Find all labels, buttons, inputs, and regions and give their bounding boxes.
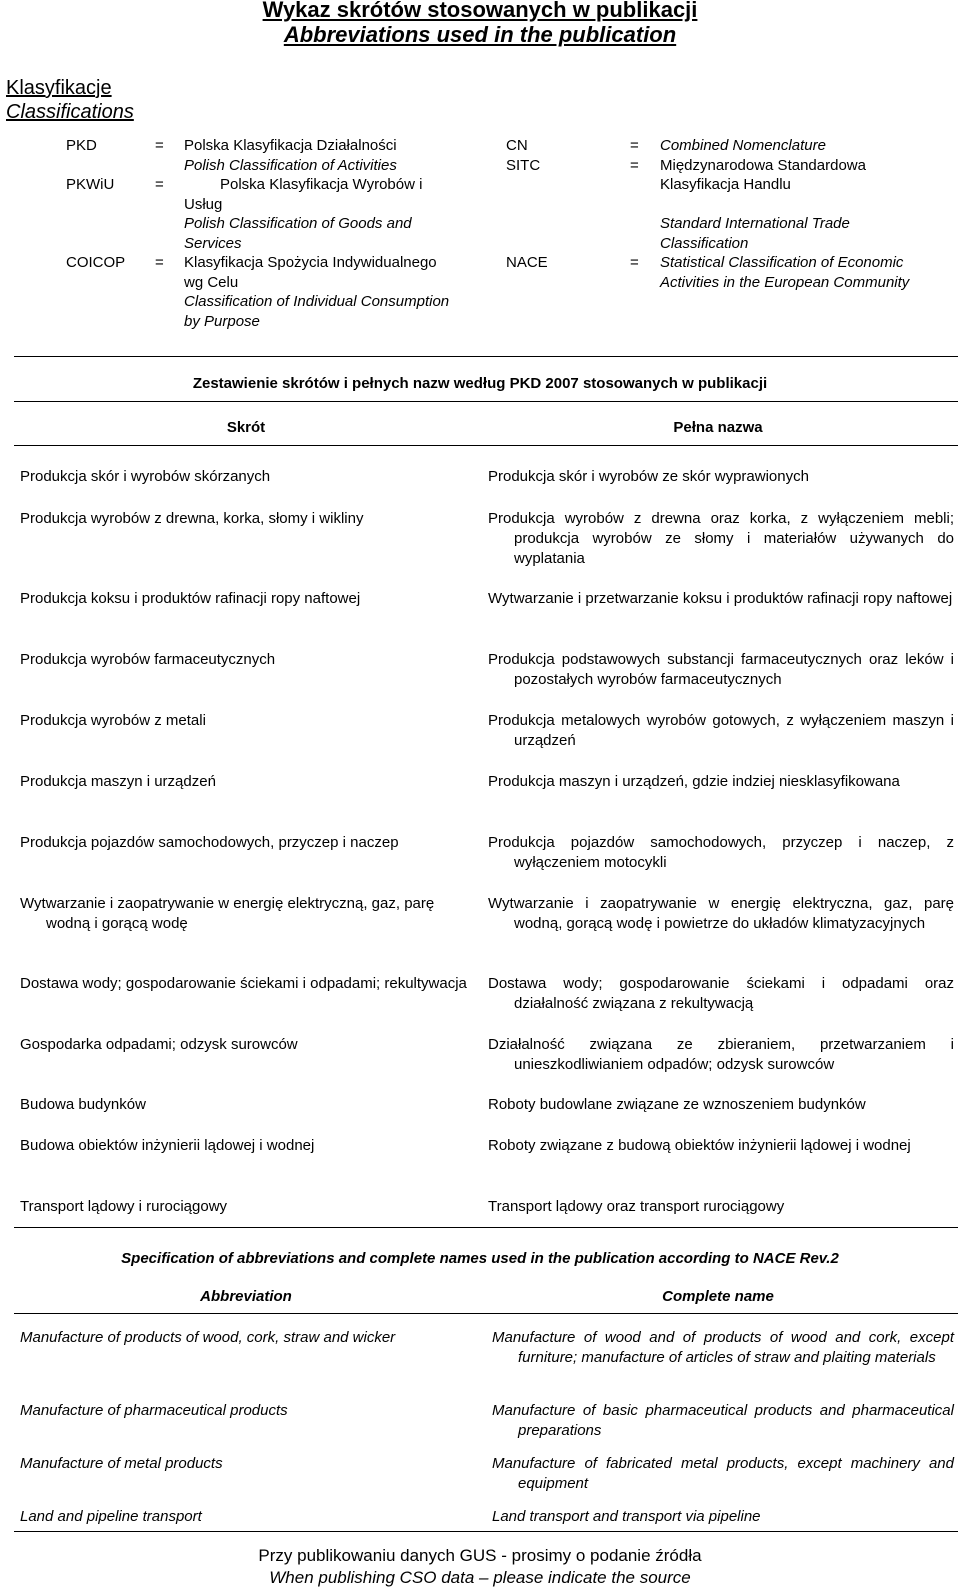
abbreviation-cell: Manufacture of products of wood, cork, straw and wicker bbox=[20, 1329, 396, 1346]
sitc-en-1: Standard International Trade bbox=[660, 215, 850, 232]
pkwiu-pl-2: Usług bbox=[184, 196, 223, 213]
pkwiu-en-1: Polish Classification of Goods and bbox=[184, 215, 412, 232]
full-name-cell: Roboty związane z budową obiektów inżynierii lądowej i wodnej bbox=[488, 1137, 911, 1154]
full-name-cell: Manufacture of wood and of products of wood and cork, except furniture; manufacture of articles of straw and plaiting materials bbox=[492, 1329, 954, 1366]
cn-en: Combined Nomenclature bbox=[660, 137, 826, 154]
footer-pl: Przy publikowaniu danych GUS - prosimy o podanie źródła bbox=[258, 1546, 702, 1565]
sitc-en-2: Classification bbox=[660, 235, 749, 252]
nace-en-1: Statistical Classification of Economic bbox=[660, 254, 904, 271]
full-name-cell: Manufacture of basic pharmaceutical products and pharmaceutical preparations bbox=[492, 1402, 954, 1439]
abbreviation-cell: Produkcja wyrobów farmaceutycznych bbox=[20, 651, 276, 668]
full-name-cell: Produkcja wyrobów z drewna oraz korka, z wyłączeniem mebli; produkcja wyrobów ze słomy i materiałów używanych do wyplatania bbox=[488, 510, 954, 567]
abbr-pkwiu: PKWiU bbox=[66, 176, 115, 193]
eq-sign: = bbox=[630, 137, 639, 154]
abbr-sitc: SITC bbox=[506, 157, 541, 174]
abbr-pkd: PKD bbox=[66, 137, 97, 154]
eq-sign: = bbox=[630, 157, 639, 174]
pl-col-header-short: Skrót bbox=[226, 419, 266, 436]
abbreviation-cell: Wytwarzanie i zaopatrywanie w energię elektryczną, gaz, parę wodną i gorącą wodę bbox=[20, 895, 435, 932]
nace-en-2: Activities in the European Community bbox=[660, 274, 910, 291]
eq-sign: = bbox=[630, 254, 639, 271]
abbr-coicop: COICOP bbox=[66, 254, 126, 271]
full-name-cell: Roboty budowlane związane ze wznoszeniem budynków bbox=[488, 1096, 866, 1113]
footer-en: When publishing CSO data – please indicate the source bbox=[269, 1568, 691, 1587]
en-table-title: Specification of abbreviations and complete names used in the publication according to NACE Rev.2 bbox=[121, 1250, 839, 1267]
pl-table-top-rule bbox=[14, 401, 958, 402]
coicop-en-1: Classification of Individual Consumption bbox=[184, 293, 450, 310]
full-name-cell: Produkcja podstawowych substancji farmaceutycznych oraz leków i pozostałych wyrobów farmaceutycznych bbox=[488, 651, 954, 688]
abbreviation-cell: Produkcja koksu i produktów rafinacji ropy naftowej bbox=[20, 590, 361, 607]
coicop-pl-1: Klasyfikacja Spożycia Indywidualnego bbox=[184, 254, 437, 271]
coicop-pl-2: wg Celu bbox=[184, 274, 239, 291]
abbr-cn: CN bbox=[506, 137, 528, 154]
abbreviation-cell: Dostawa wody; gospodarowanie ściekami i odpadami; rekultywacja bbox=[20, 975, 467, 992]
pkd-en: Polish Classification of Activities bbox=[184, 157, 397, 174]
abbreviation-cell: Gospodarka odpadami; odzysk surowców bbox=[20, 1036, 298, 1053]
pkwiu-en-2: Services bbox=[184, 235, 242, 252]
pl-col-header-full: Pełna nazwa bbox=[673, 419, 763, 436]
pkd-pl: Polska Klasyfikacja Działalności bbox=[184, 137, 397, 154]
abbreviation-cell: Manufacture of pharmaceutical products bbox=[20, 1402, 288, 1419]
full-name-cell: Land transport and transport via pipeline bbox=[492, 1508, 761, 1525]
full-name-cell: Działalność związana ze zbieraniem, przetwarzaniem i unieszkodliwianiem odpadów; odzysk surowców bbox=[488, 1036, 954, 1073]
full-name-cell: Wytwarzanie i przetwarzanie koksu i produktów rafinacji ropy naftowej bbox=[488, 590, 953, 607]
eq-sign: = bbox=[155, 137, 164, 154]
en-table-bottom-rule bbox=[14, 1531, 958, 1532]
full-name-cell: Produkcja maszyn i urządzeń, gdzie indziej niesklasyfikowana bbox=[488, 773, 900, 790]
full-name-cell: Dostawa wody; gospodarowanie ściekami i odpadami oraz działalność związana z rekultywacją bbox=[488, 975, 954, 1012]
full-name-cell: Wytwarzanie i zaopatrywanie w energię elektryczna, gaz, parę wodną, gorącą wodę i powietrze do układów klimatyzacyjnych bbox=[488, 895, 954, 932]
sitc-pl-2: Klasyfikacja Handlu bbox=[660, 176, 791, 193]
classifications-heading-pl: Klasyfikacje bbox=[6, 77, 112, 99]
classifications-heading-en: Classifications bbox=[6, 101, 134, 123]
en-col-header-short: Abbreviation bbox=[200, 1288, 292, 1305]
abbreviation-cell: Produkcja maszyn i urządzeń bbox=[20, 773, 216, 790]
abbreviation-cell: Produkcja skór i wyrobów skórzanych bbox=[20, 468, 271, 485]
eq-sign: = bbox=[155, 176, 164, 193]
sitc-pl-1: Międzynarodowa Standardowa bbox=[660, 157, 866, 174]
page-title-pl: Wykaz skrótów stosowanych w publikacji bbox=[262, 0, 698, 22]
abbreviation-cell: Transport lądowy i rurociągowy bbox=[20, 1198, 228, 1215]
abbreviation-cell: Manufacture of metal products bbox=[20, 1455, 223, 1472]
full-name-cell: Produkcja skór i wyrobów ze skór wyprawionych bbox=[488, 468, 809, 485]
abbreviation-cell: Land and pipeline transport bbox=[20, 1508, 202, 1525]
page-title-en: Abbreviations used in the publication bbox=[283, 22, 677, 47]
abbreviation-cell: Produkcja wyrobów z drewna, korka, słomy i wikliny bbox=[20, 510, 364, 527]
abbr-nace: NACE bbox=[506, 254, 548, 271]
full-name-cell: Produkcja metalowych wyrobów gotowych, z wyłączeniem maszyn i urządzeń bbox=[488, 712, 954, 749]
abbreviation-cell: Budowa obiektów inżynierii lądowej i wodnej bbox=[20, 1137, 315, 1154]
pl-table-title: Zestawienie skrótów i pełnych nazw według PKD 2007 stosowanych w publikacji bbox=[192, 375, 768, 392]
pkwiu-pl-1: Polska Klasyfikacja Wyrobów i bbox=[220, 176, 423, 193]
abbreviation-cell: Produkcja pojazdów samochodowych, przyczep i naczep bbox=[20, 834, 399, 851]
full-name-cell: Produkcja pojazdów samochodowych, przyczep i naczep, z wyłączeniem motocykli bbox=[488, 834, 954, 871]
full-name-cell: Manufacture of fabricated metal products, except machinery and equipment bbox=[492, 1455, 954, 1492]
section-divider bbox=[14, 356, 958, 357]
abbreviation-cell: Budowa budynków bbox=[20, 1096, 146, 1113]
pl-table-header-rule bbox=[14, 445, 958, 446]
en-table-header-rule bbox=[14, 1313, 958, 1314]
eq-sign: = bbox=[155, 254, 164, 271]
en-col-header-full: Complete name bbox=[662, 1288, 774, 1305]
full-name-cell: Transport lądowy oraz transport rurociągowy bbox=[488, 1198, 785, 1215]
abbreviation-cell: Produkcja wyrobów z metali bbox=[20, 712, 206, 729]
pl-table-bottom-rule bbox=[14, 1227, 958, 1228]
coicop-en-2: by Purpose bbox=[184, 313, 260, 330]
